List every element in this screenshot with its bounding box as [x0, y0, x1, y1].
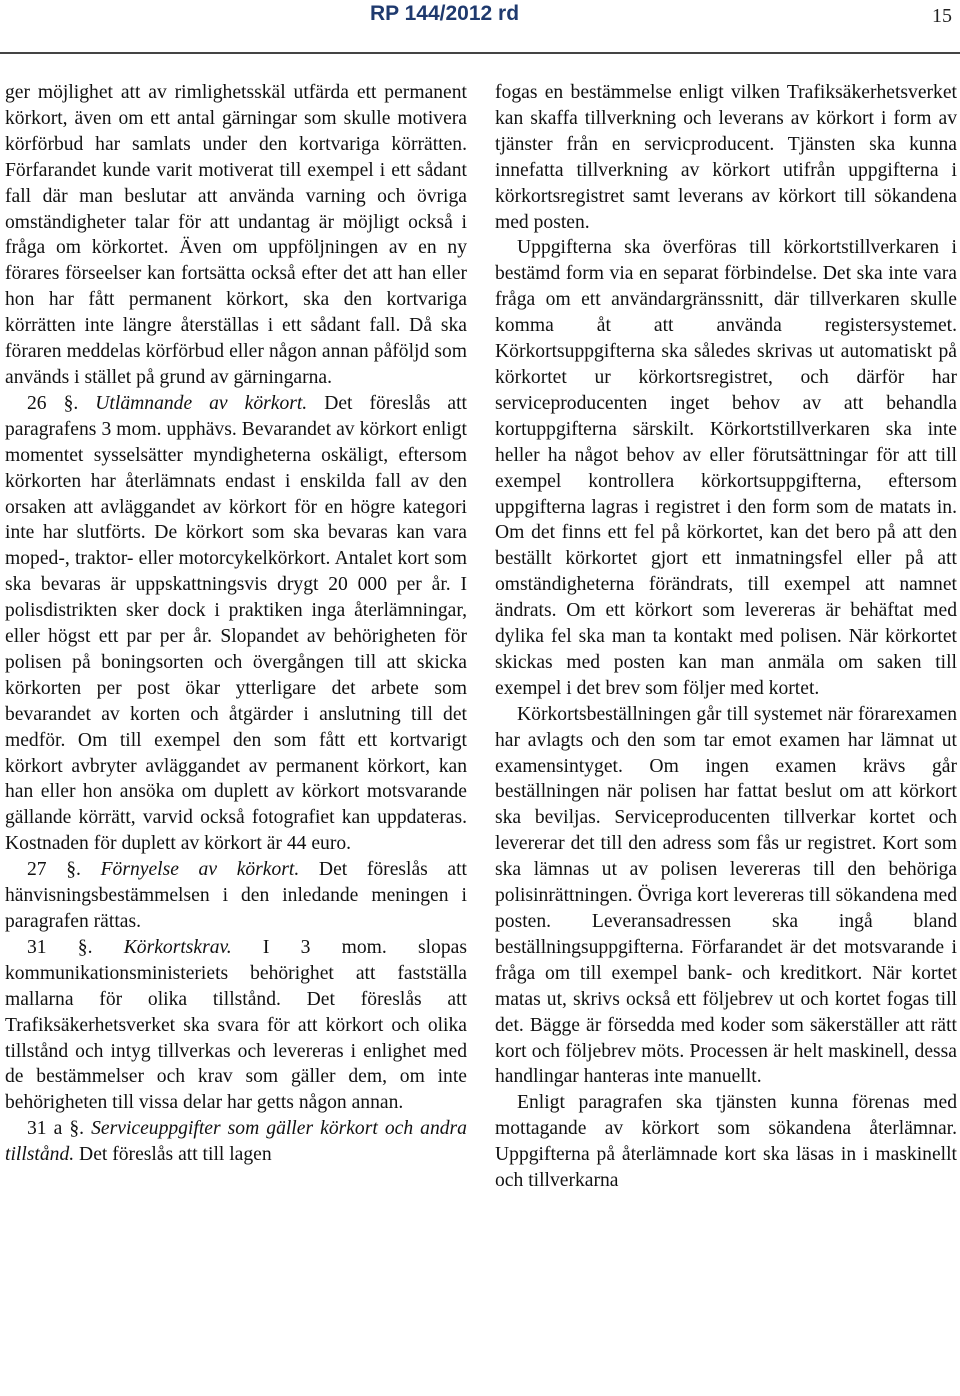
paragraph: Körkortsbeställningen går till systemet när förarexamen har avlagts och den som tar emot examen har lämnat ut examensintyget. Om ingen examen krävs går beställningen när polisen har fattat beslut om att körkort ska beviljas. Serviceproducenten tillverkar kortet och levererar det till den adress som fås ur registret. Kort som ska lämnas ut av polisen levereras till den behöriga polisinrättningen. Övriga kort levereras till sökandena med posten. Leveransadressen ska ingå bland beställningsuppgifterna. Förfarandet är det motsvarande i fråga om till exempel bank- och kreditkort. När kortet matas ut, skrivs också ett följebrev ut och kortet fogas till det. Bägge är försedda med koder som säkerställer att rätt kort och följebrev möts. Processen är helt maskinell, dessa handlingar hanteras inte manuellt. [495, 703, 957, 1088]
left-column [5, 80, 467, 1168]
section-31a [5, 1116, 467, 1168]
section-text: Det föreslås att till lagen [79, 1144, 272, 1166]
section-title: Serviceuppgifter som gäller körkort och andra tillstånd. [5, 1118, 467, 1166]
section-number: 27 §. [27, 859, 81, 881]
section-text: Det föreslås att paragrafens 3 mom. upphävs. Bevarandet av körkort enligt momentet sysselsätter myndigheterna oskäligt, eftersom körkorten har återlämnats endast i enskilda fall av den orsaken att avläggandet av körkort för en högre kategori inte har slutförts. De körkort som ska bevaras kan vara moped-, traktor- eller motorcykelkörkort. Antalet kort som ska bevaras är uppskattningsvis drygt 20 000 per år. I polisdistrikten sker dock i praktiken inga återlämningar, eller högst ett par per år. Slopandet av behörigheten för polisen på boningsorten och övergången till att skicka körkorten per post ökar ytterligare det arbete som bevarandet av korten och åtgärder i anslutning till det medför. Om till exempel den som fått ett kortvarigt körkort avbryter avläggandet av permanent körkort, kan han eller hon ansöka om duplett av körkort motsvarande gällande körrätt, varvid också fotografiet kan uppdateras. Kostnaden för duplett av körkort är 44 euro. [5, 392, 467, 855]
section-31 [5, 935, 467, 1116]
section-title: Förnyelse av körkort. [100, 859, 300, 881]
paragraph: Uppgifterna ska överföras till körkortstillverkaren i bestämd form via en separat förbindelse. Det ska inte vara fråga om ett användargränssnitt, där tillverkaren skulle komma åt att använda registersystemet. Körkortsuppgifterna ska således skrivas ut automatiskt på körkortet ur körkortsregistret, och därför har serviceproducenten inget behov av att behandla kortuppgifterna särskilt. Körkortstillverkaren ska inte heller ha något behov av eller förutsättningar för att till exempel kontrollera körkortsuppgifterna, eftersom uppgifterna lagras i registret i den form som de matats in. Om det finns ett fel på körkortet, kan det bero på att den beställt körkortet gjort ett inmatningsfel eller på att omständigheterna förändrats, till exempel att namnet ändrats. Om ett körkort som levereras är behäftat med dylika fel ska man ta kontakt med polisen. När körkortet skickas med posten kan man anmäla om saken till exempel i det brev som följer med kortet. [495, 237, 957, 699]
section-number: 26 §. [27, 392, 79, 414]
section-title: Körkortskrav. [123, 936, 232, 958]
section-text: Det föreslås att hänvisningsbestämmelsen i den inledande meningen i paragrafen rättas. [5, 859, 468, 932]
paragraph: Enligt paragrafen ska tjänsten kunna förenas med mottagande av körkort som sökandena återlämnar. Uppgifterna på återlämnade kort ska läsas in i maskinellt och tillverkarna [495, 1092, 957, 1192]
section-title: Utlämnande av körkort. [95, 392, 308, 414]
right-column [495, 80, 957, 1194]
section-number: 31 a §. [27, 1118, 85, 1140]
section-number: 31 §. [27, 936, 93, 958]
page-header [0, 2, 960, 32]
section-27 [5, 857, 467, 935]
paragraph: fogas en bestämmelse enligt vilken Trafiksäkerhetsverket kan skaffa tillverkning och leverans av körkort i form av tjänster från en servicproducent. Tjänsten ska kunna innefatta tillverkning av körkort utifrån uppgifterna i körkortsregistret samt leverans av körkort till sökandena med posten. [495, 82, 957, 233]
document-title: RP 144/2012 rd [370, 2, 520, 25]
header-divider [0, 52, 960, 54]
section-26 [5, 391, 467, 857]
section-text: I 3 mom. slopas kommunikationsministeriets behörighet att fastställa mallarna för olika tillstånd. Det föreslås att Trafiksäkerhetsverket ska svara för att körkort och olika tillstånd och intyg tillverkas och levereras i enlighet med de bestämmelser och krav som gäller dem, om inte behörigheten till vissa delar har getts någon annan. [5, 936, 467, 1114]
paragraph: ger möjlighet att av rimlighetsskäl utfärda ett permanent körkort, även om ett antal gärningar som skulle motivera körförbud har samlats under den kortvariga körrätten. Förfarandet kunde varit motiverat till exempel i ett sådant fall där man beslutar att använda varning och övriga omständigheter talar för att undantag är möjligt också i fråga om körkortet. Även om uppföljningen av en ny förares förseelser kan fortsätta också efter det att han eller hon har fått permanent körkort, ska den kortvariga körrätten inte längre återställas i ett sådant fall. Då ska föraren meddelas körförbud eller någon annan påföljd som används i stället på grund av gärningarna. [5, 82, 467, 388]
page-number: 15 [932, 5, 952, 27]
